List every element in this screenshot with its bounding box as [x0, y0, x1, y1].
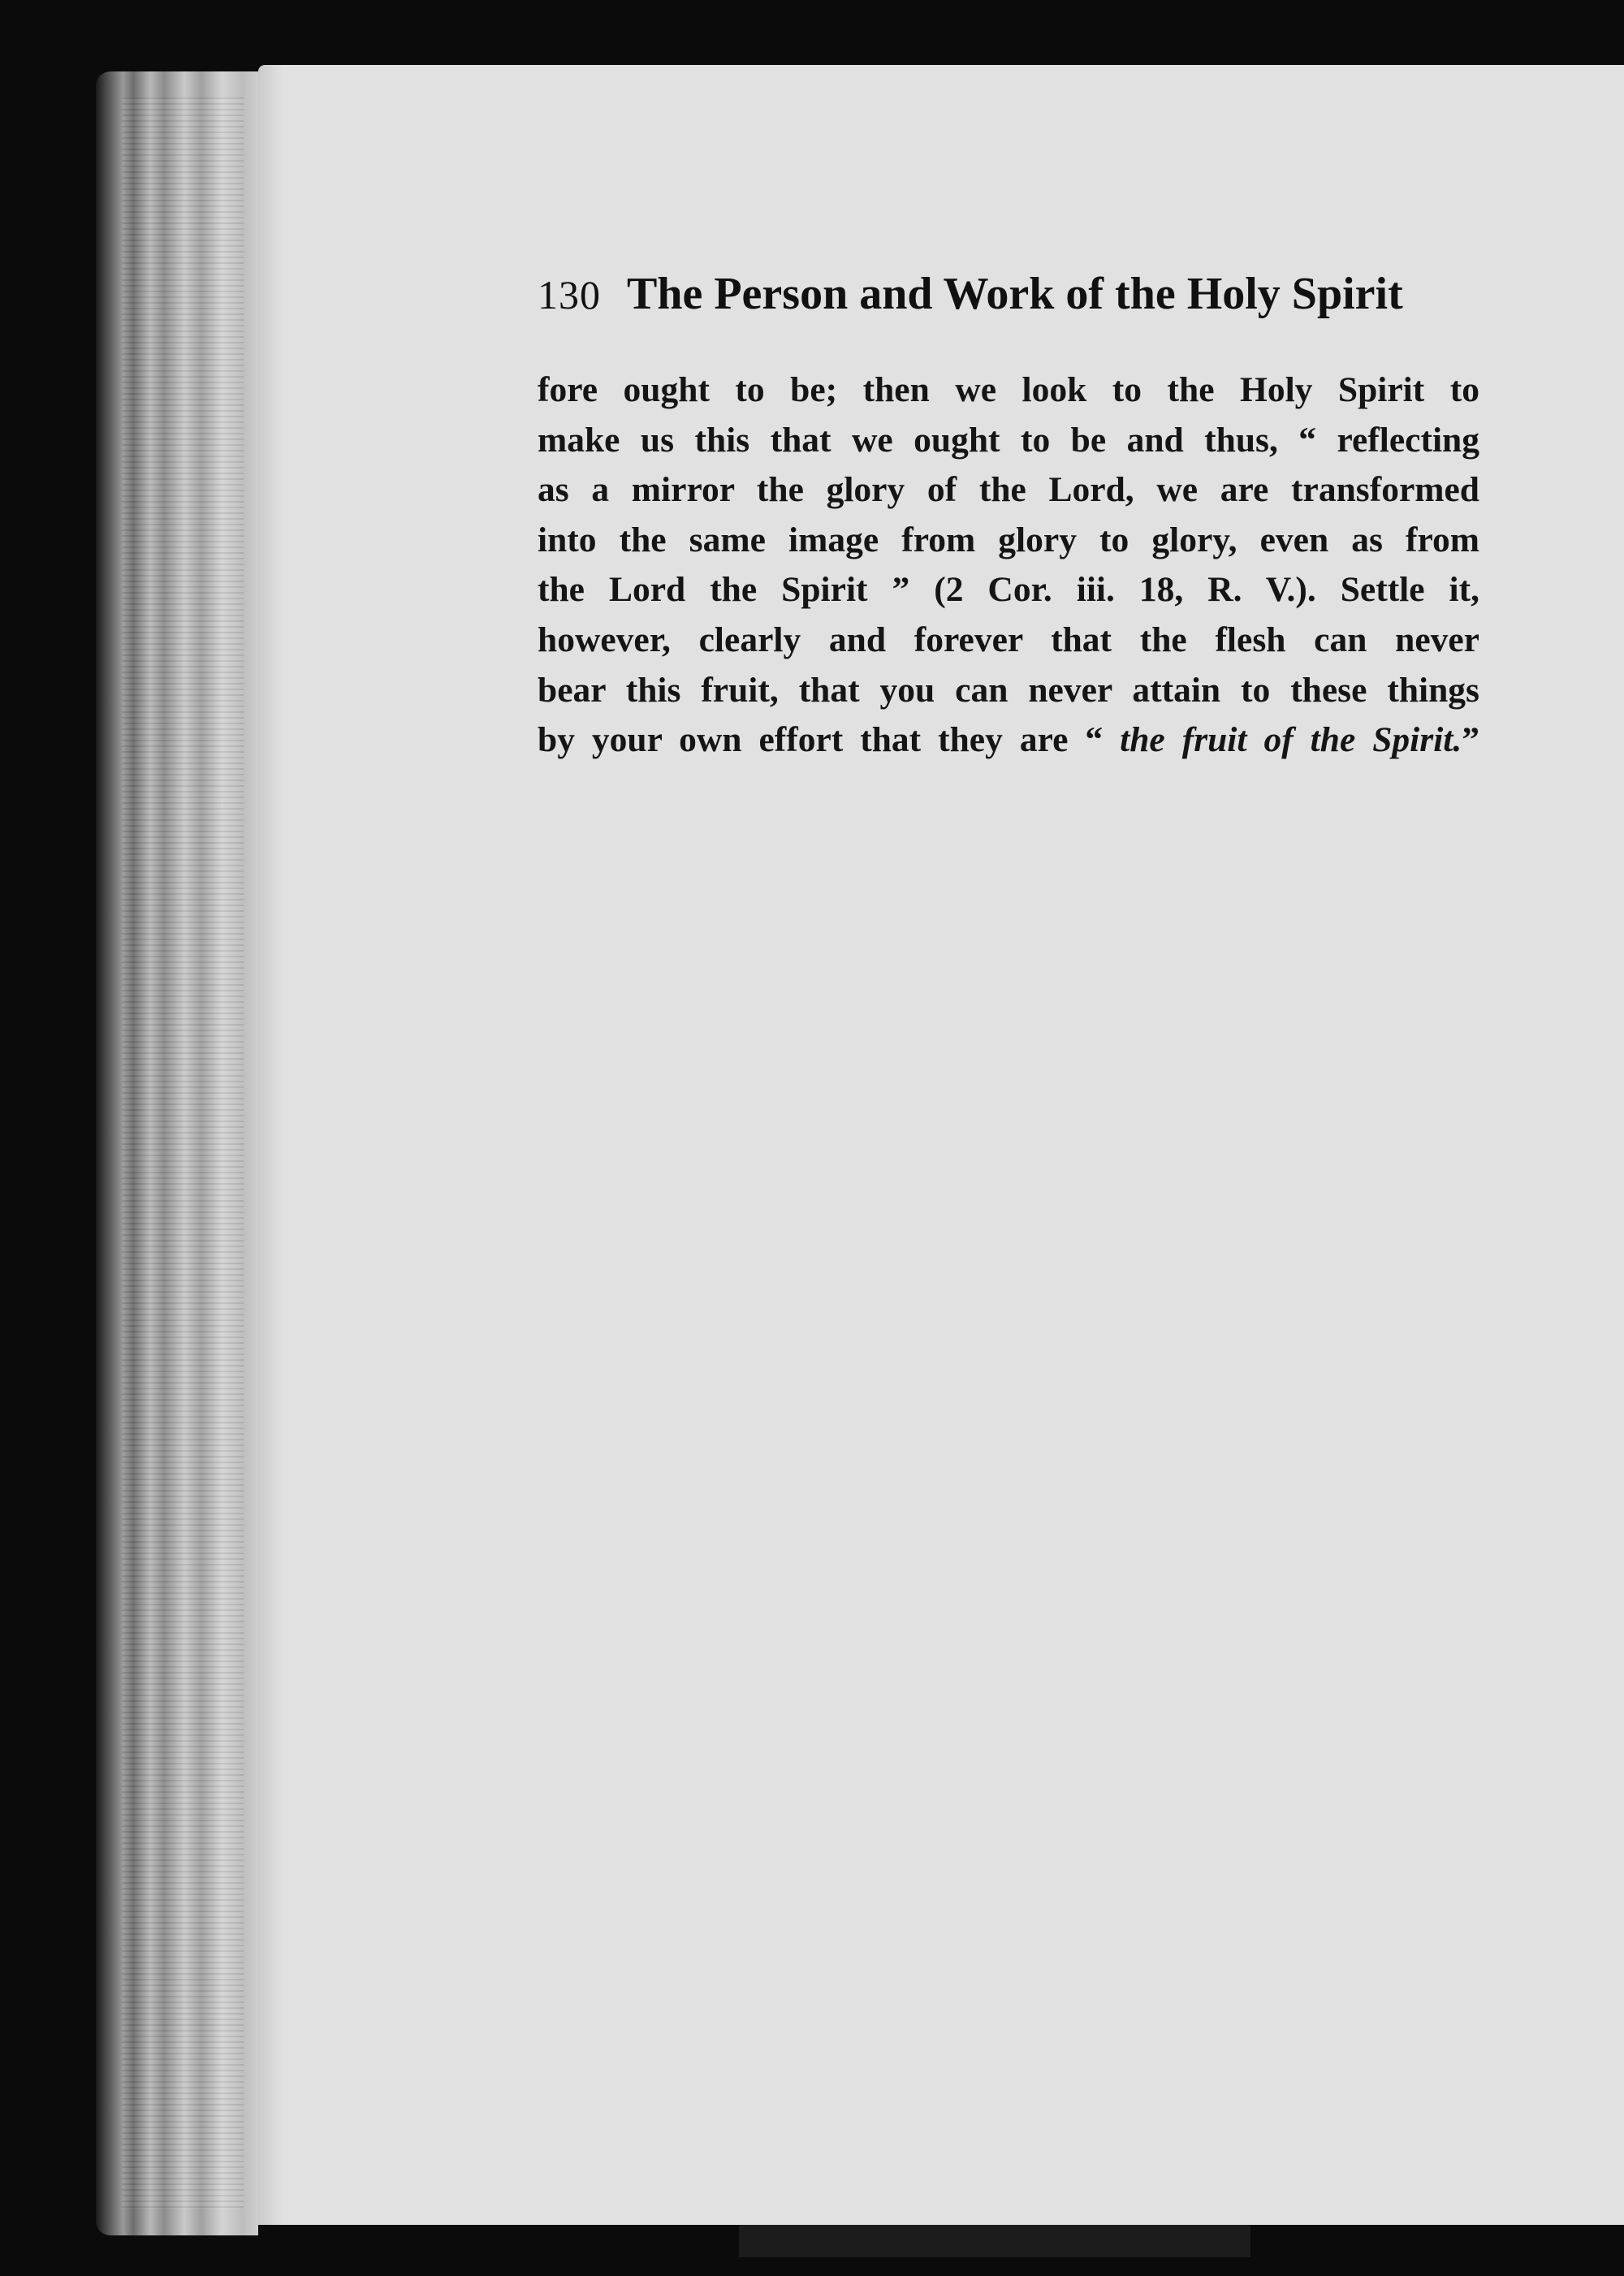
text-line-last — [538, 715, 1479, 766]
running-title: The Person and Work of the Holy Spirit — [627, 269, 1403, 319]
page-gutter-shadow — [258, 65, 283, 2225]
text-line: into the same image from glory to glory, even as from — [538, 520, 1479, 559]
quoted-phrase: the fruit of the Spirit. — [1120, 720, 1462, 760]
text-line: bear this fruit, that you can never attain to these things — [538, 670, 1479, 710]
text-line-last-start: by your own effort that they are “ — [538, 720, 1104, 760]
library-stamp — [739, 2225, 1250, 2257]
page-header — [538, 268, 1479, 333]
text-line: as a mirror the glory of the Lord, we are transformed — [538, 470, 1479, 510]
text-line: fore ought to be; then we look to the Holy Spirit to — [538, 370, 1479, 409]
page-number: 130 — [538, 272, 601, 317]
closing-quote: ” — [1462, 720, 1479, 760]
text-line: however, clearly and forever that the flesh can never — [538, 620, 1479, 659]
body-paragraph — [538, 365, 1479, 766]
text-line: the Lord the Spirit ” (2 Cor. iii. 18, R. V.). Settle it, — [538, 570, 1479, 610]
page-edges-texture — [122, 97, 244, 2209]
text-line: make us this that we ought to be and thus, “ reflecting — [538, 420, 1479, 460]
